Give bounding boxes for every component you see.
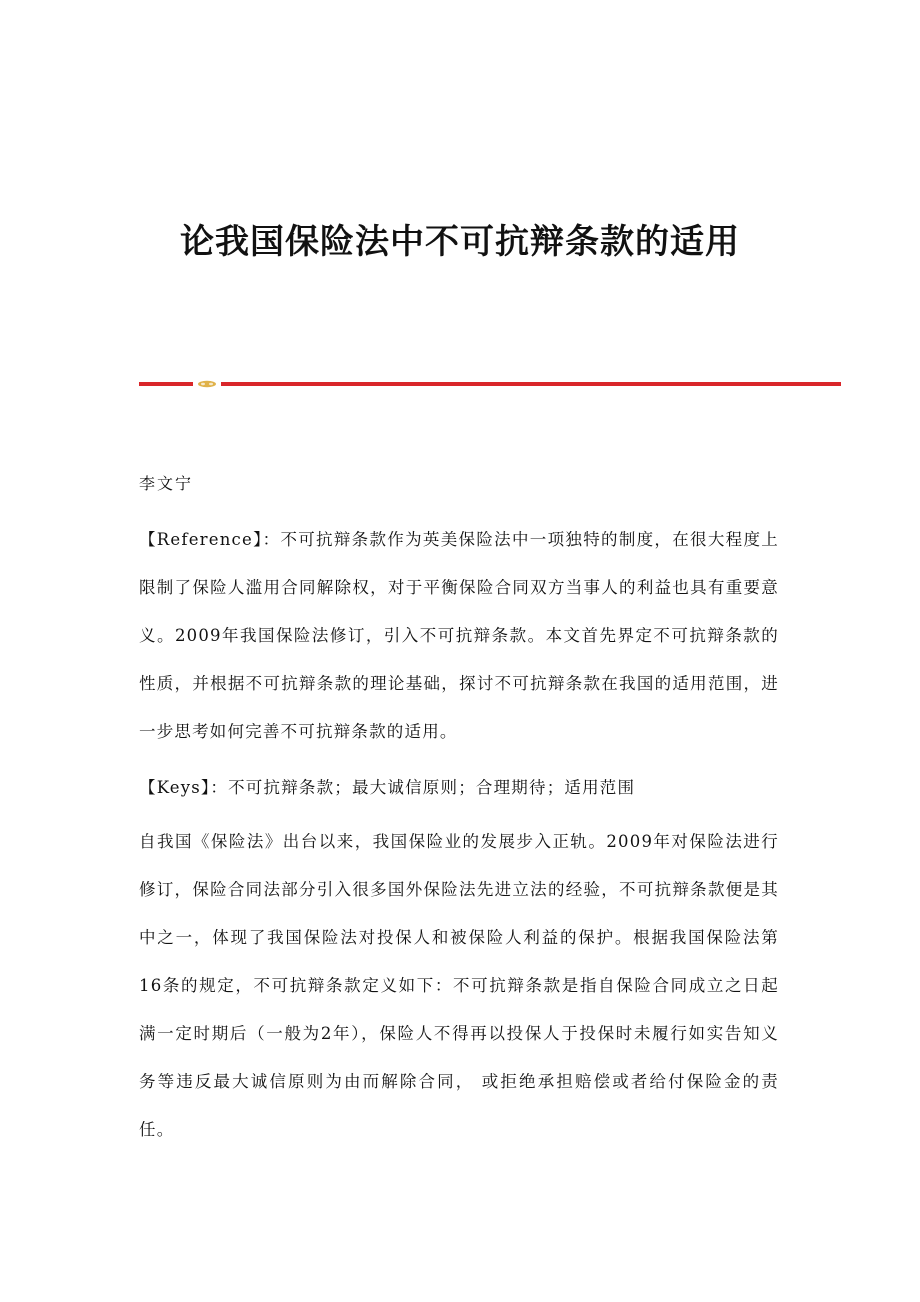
title-divider	[139, 380, 841, 388]
abstract-paragraph	[139, 516, 779, 756]
abstract-text: 不可抗辩条款作为英美保险法中一项独特的制度，在很大程度上限制了保险人滥用合同解除权，对于平衡保险合同双方当事人的利益也具有重要意义。2009年我国保险法修订，引入不可抗辩条款。本文首先界定不可抗辩条款的性质，并根据不可抗辩条款的理论基础，探讨不可抗辩条款在我国的适用范围，进一步思考如何完善不可抗辩条款的适用。	[139, 530, 779, 741]
keywords-separator: ：	[210, 778, 229, 797]
document-title: 论我国保险法中不可抗辩条款的适用	[180, 222, 740, 262]
divider-line-left	[139, 382, 193, 386]
keywords-paragraph	[139, 764, 779, 812]
abstract-separator: ：	[262, 530, 281, 549]
divider-line-right	[221, 382, 841, 386]
body-paragraph: 自我国《保险法》出台以来，我国保险业的发展步入正轨。2009年对保险法进行修订，保险合同法部分引入很多国外保险法先进立法的经验，不可抗辩条款便是其中之一，体现了我国保险法对投保人和被保险人利益的保护。根据我国保险法第16条的规定，不可抗辩条款定义如下：不可抗辩条款是指自保险合同成立之日起满一定时期后（一般为2年），保险人不得再以投保人于投保时未履行如实告知义务等违反最大诚信原则为由而解除合同， 或拒绝承担赔偿或者给付保险金的责任。	[139, 832, 779, 1139]
divider-ornament-icon	[197, 380, 217, 388]
keywords-label: 【Keys】	[139, 778, 211, 797]
abstract-label: 【Reference】	[139, 530, 263, 549]
author-name: 李文宁	[139, 474, 194, 493]
keywords-text: 不可抗辩条款；最大诚信原则；合理期待；适用范围	[228, 778, 636, 797]
